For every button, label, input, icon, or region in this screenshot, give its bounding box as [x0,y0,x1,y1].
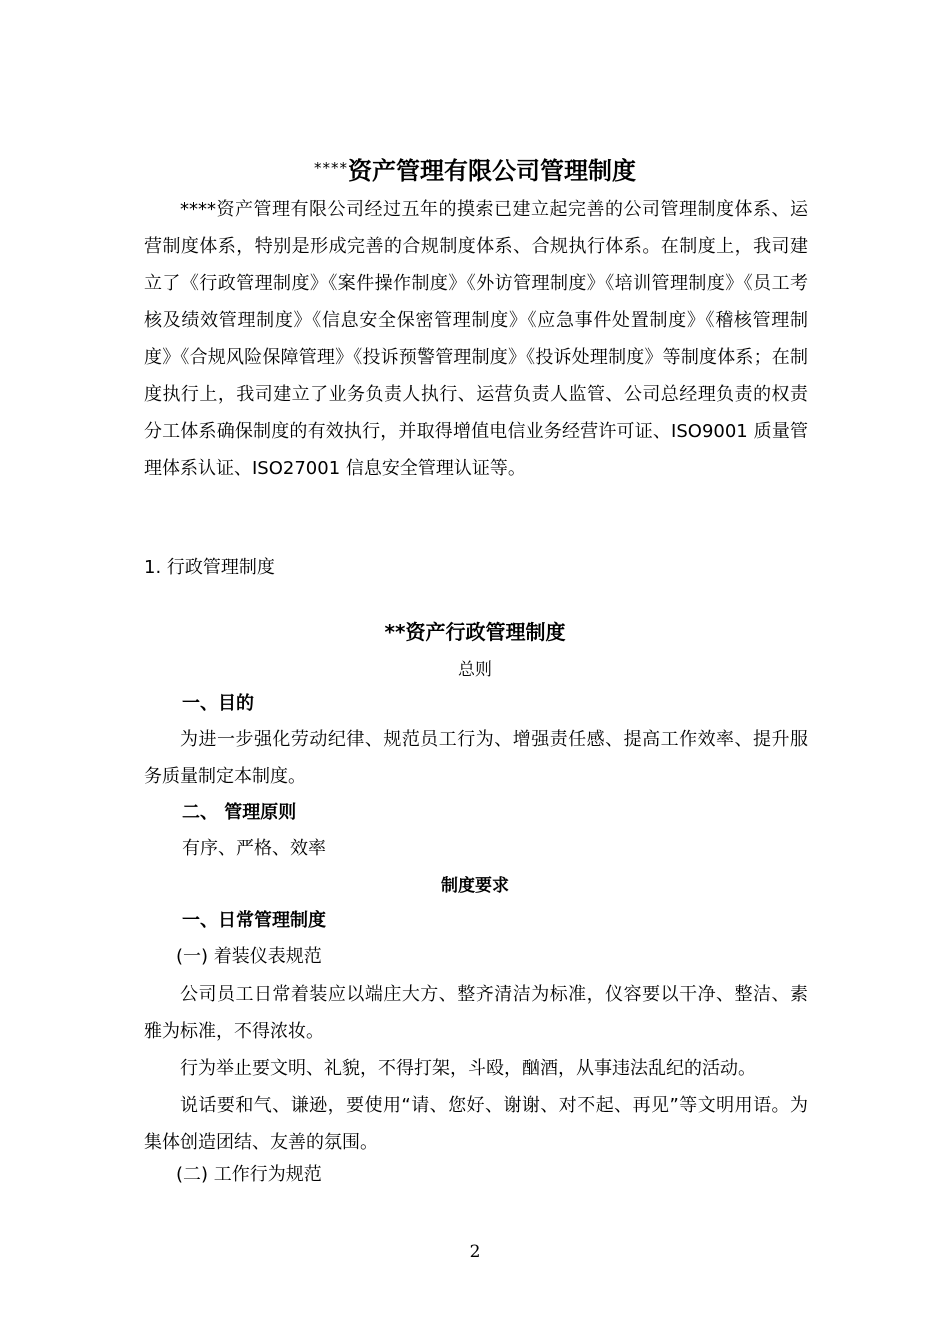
heading-purpose: 一、目的 [182,693,254,714]
list-item-administrative: 1. 行政管理制度 [144,557,275,578]
page-number: 2 [469,1242,481,1262]
section-general: 总则 [458,660,492,680]
intro-paragraph: ****资产管理有限公司经过五年的摸索已建立起完善的公司管理制度体系、运营制度体系，特别是形成完善的合规制度体系、合规执行体系。在制度上，我司建立了《行政管理制度》《案件操作制度》《外访管理制度》《培训管理制度》《员工考核及绩效管理制度》《信息安全保密管理制度》《应急事件处置制度》《稽核管理制度》《合规风险保障管理》《投诉预警管理制度》《投诉处理制度》等制度体系；在制度执行上，我司建立了业务负责人执行、运营负责人监管、公司总经理负责的权责分工体系确保制度的有效执行，并取得增值电信业务经营许可证、ISO9001 质量管理体系认证、ISO27001 信息安全管理认证等。 [144,199,808,479]
title-main: 资产管理有限公司管理制度 [348,157,636,185]
heading-daily: 一、日常管理制度 [182,910,326,931]
principle-text: 有序、严格、效率 [182,838,326,859]
purpose-text: 为进一步强化劳动纪律、规范员工行为、增强责任感、提高工作效率、提升服务质量制定本制度。 [144,729,808,787]
sub-dress: (一) 着装仪表规范 [176,946,322,967]
document-title [144,150,806,189]
heading-principle: 二、 管理原则 [182,802,297,823]
sub-title: **资产行政管理制度 [384,620,566,644]
dress-text: 公司员工日常着装应以端庄大方、整齐清洁为标准，仪容要以干净、整洁、素雅为标准，不得浓妆。 [144,984,808,1042]
sub-work: (二) 工作行为规范 [176,1164,322,1185]
behavior-text: 行为举止要文明、礼貌，不得打架，斗殴，酗酒，从事违法乱纪的活动。 [180,1058,756,1079]
speech-text: 说话要和气、谦逊，要使用“请、您好、谢谢、对不起、再见”等文明用语。为集体创造团结、友善的氛围。 [144,1095,808,1153]
section-requirements: 制度要求 [441,876,509,896]
title-prefix: **** [314,159,348,177]
